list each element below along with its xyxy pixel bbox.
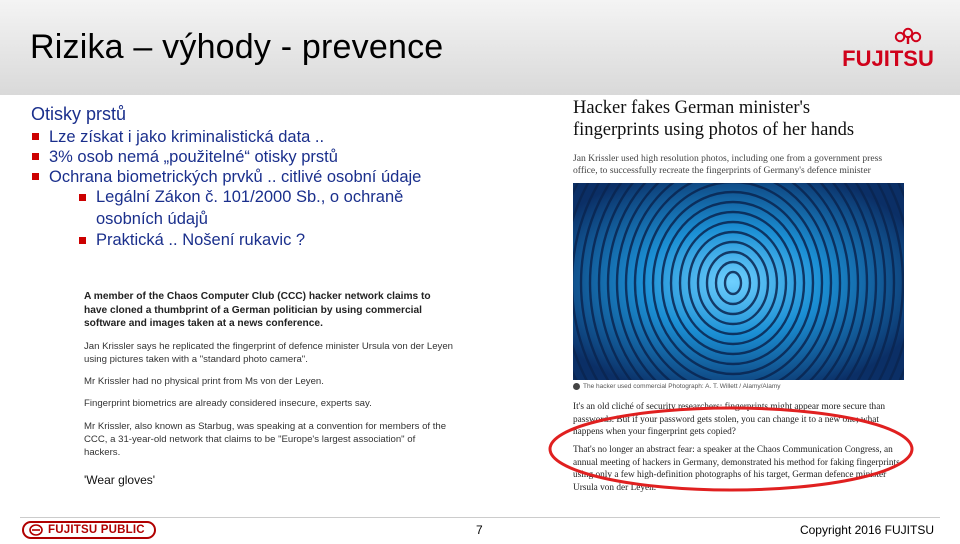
sub-bullet-text: Praktická .. Nošení rukavic ?: [96, 231, 306, 249]
bullet-text: 3% osob nemá „použitelné“ otisky prstů: [49, 148, 338, 166]
article-headline: [573, 97, 908, 141]
bullet-text: Lze získat i jako kriminalistická data ..: [49, 128, 325, 146]
sub-bullet-continuation: [79, 209, 551, 231]
bullet-text: Ochrana biometrických prvků .. citlivé osobní údaje: [49, 168, 422, 186]
slide-header: [0, 0, 960, 95]
bbc-article-excerpt: [84, 290, 454, 487]
slide-title: Rizika – výhody - prevence: [30, 28, 444, 66]
fujitsu-logo: [838, 24, 938, 74]
bullet-square-icon: [32, 133, 39, 140]
caption-text: The hacker used commercial Photograph: A. T. Willett / Alamy/Alamy: [583, 383, 781, 391]
bullet-square-icon: [79, 237, 86, 244]
bullet-square-icon: [79, 194, 86, 201]
sub-bullet-item: [79, 230, 551, 252]
bullet-item: [31, 167, 551, 187]
classification-text: FUJITSU PUBLIC: [48, 524, 145, 536]
footer-divider: [20, 517, 940, 518]
content-block: [31, 104, 551, 252]
camera-icon: [573, 383, 580, 390]
copyright-text: Copyright 2016 FUJITSU: [799, 523, 934, 537]
article-paragraph: Jan Krissler says he replicated the fingerprint of defence minister Ursula von der Leyen using pictures taken with a "standard photo camera".: [84, 340, 454, 365]
article-paragraph: Mr Krissler, also known as Starbug, was speaking at a convention for members of the CCC, a 31-year-old network that claims to be "Europe's largest association" of hackers.: [84, 420, 447, 458]
classification-badge: [22, 521, 156, 539]
sub-bullet-text: Legální Zákon č. 101/2000 Sb., o ochraně: [96, 188, 404, 206]
sub-bullet-item: [79, 187, 551, 209]
highlight-ellipse: [546, 404, 916, 494]
article-paragraph: It's an old cliché of security researchers: fingerprints might appear more secure than passwords. But if your password gets stolen, you can change it to a new one; what happens when your fingerprint gets copied?: [573, 402, 885, 438]
article-paragraph: Fingerprint biometrics are already considered insecure, experts say.: [84, 398, 372, 410]
bullet-square-icon: [32, 153, 39, 160]
content-heading: Otisky prstů: [31, 104, 127, 124]
article-subheading: 'Wear gloves': [84, 473, 156, 488]
bullet-square-icon: [32, 173, 39, 180]
bullet-item: [31, 127, 551, 147]
article-standfirst: Jan Krissler used high resolution photos, including one from a government press office, to successfully recreate the fingerprints of Germany's defence minister: [573, 153, 883, 176]
page-number: 7: [476, 523, 483, 537]
sub-bullet-text: osobních údajů: [96, 209, 208, 228]
image-caption: [573, 383, 908, 390]
article-lead: A member of the Chaos Computer Club (CCC) hacker network claims to have cloned a thumbprint of a German politician by using commercial software and images taken at a news conference.: [84, 291, 431, 330]
bullet-list: [31, 127, 551, 187]
sub-bullet-list: [79, 187, 551, 252]
logo-wordmark: FUJITSU: [842, 46, 934, 71]
headline-line: Hacker fakes German minister's: [573, 98, 811, 118]
headline-line: fingerprints using photos of her hands: [573, 120, 855, 140]
bullet-item: [31, 147, 551, 167]
fingerprint-image: [573, 183, 904, 380]
article-paragraph: That's no longer an abstract fear: a speaker at the Chaos Communication Congress, an annual meeting of hackers in Germany, demonstrated his method for faking fingerprints using only a few high-definition photographs of his target, German defence minister Ursula von der Leyen.: [573, 445, 900, 493]
no-entry-icon: [29, 524, 43, 536]
article-paragraph: Mr Krissler had no physical print from Ms von der Leyen.: [84, 376, 324, 388]
